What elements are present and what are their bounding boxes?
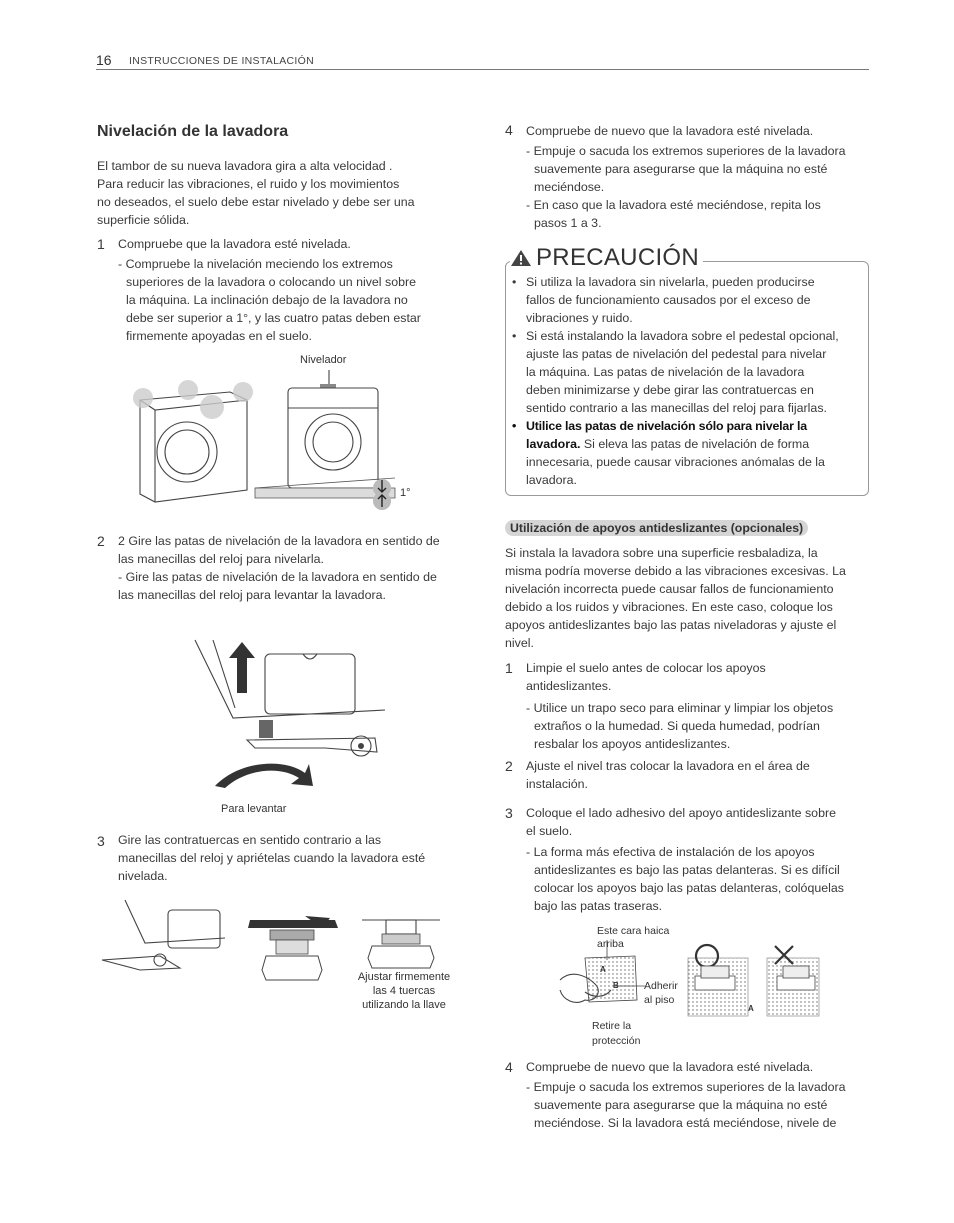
label-line: arriba — [597, 938, 624, 950]
step-number: 2 — [97, 533, 105, 549]
bullet-bold-line: Utilice las patas de nivelación sólo para nivelar la — [526, 419, 807, 433]
step3-line: Gire las contratuercas en sentido contrario a las — [118, 833, 382, 847]
antislip-pad-illustration — [555, 940, 825, 1020]
angle-label: 1° — [400, 487, 411, 499]
bullet-line: Si utiliza la lavadora sin nivelarla, pueden producirse — [526, 275, 815, 289]
bullet-dot: • — [512, 329, 517, 343]
caption-line: Ajustar firmemente — [357, 971, 451, 983]
sub-line: - La forma más efectiva de instalación de los apoyos — [526, 845, 815, 859]
step-number: 2 — [505, 758, 513, 774]
step-number: 4 — [505, 122, 513, 138]
label-a-pad: A — [600, 965, 606, 974]
bullet-line: deben minimizarse y debe girar las contratuercas en — [526, 383, 814, 397]
antislip-intro — [505, 544, 875, 652]
intro-line: nivelación incorrecta puede causar fallos de funcionamiento — [505, 582, 834, 596]
raise-leg-illustration — [195, 638, 395, 798]
raise-caption: Para levantar — [221, 803, 287, 815]
intro-line: misma podría moverse debido a las vibraciones excesivas. La — [505, 564, 846, 578]
step4-sub — [526, 142, 871, 232]
step-line: Ajuste el nivel tras colocar la lavadora en el área de — [526, 759, 810, 773]
antislip-step1 — [526, 659, 871, 753]
bullet-line: vibraciones y ruido. — [526, 311, 633, 325]
bullet-line: lavadora. — [526, 473, 577, 487]
intro-line: debido a los ruidos y vibraciones. En este caso, coloque los — [505, 600, 833, 614]
sub-line: antideslizantes es bajo las patas delanteras. Si es difícil — [534, 863, 840, 877]
caption-line: utilizando la llave — [362, 999, 446, 1011]
bullet-line: innecesaria, puede causar vibraciones anómalas de la — [526, 455, 825, 469]
bullet-line: ajuste las patas de nivelación del pedestal para nivelar — [526, 347, 827, 361]
sub-line: debe ser superior a 1°, y las cuatro patas deben estar — [126, 311, 421, 325]
bullet-line: la máquina. Las patas de nivelación de la lavadora — [526, 365, 805, 379]
caution-bullet — [512, 273, 862, 489]
antislip-step3 — [526, 804, 871, 915]
antislip-step4-text: Compruebe de nuevo que la lavadora esté nivelada. — [526, 1060, 814, 1074]
bullet-dot: • — [512, 275, 517, 289]
step-line: instalación. — [526, 777, 588, 791]
sub-line: bajo las patas traseras. — [534, 899, 663, 913]
bullet-line: fallos de funcionamiento causados por el exceso de — [526, 293, 811, 307]
step2-text — [118, 532, 468, 604]
bullet-bold-word: lavadora. — [526, 437, 581, 451]
label-line: Este cara haica — [597, 925, 670, 937]
sub-line: suavemente para asegurarse que la máquina no esté — [534, 162, 828, 176]
intro-line: Si instala la lavadora sobre una superficie resbaladiza, la — [505, 546, 818, 560]
step3-line: nivelada. — [118, 869, 168, 883]
sub-line: meciéndose. Si la lavadora está meciéndose, nivele de — [534, 1116, 837, 1130]
intro-line: nivel. — [505, 636, 534, 650]
step-number: 3 — [505, 805, 513, 821]
step-line: Coloque el lado adhesivo del apoyo antideslizante sobre — [526, 806, 836, 820]
step2-line: - Gire las patas de nivelación de la lavadora en sentido de — [118, 570, 437, 584]
label-line: Retire la — [592, 1020, 632, 1032]
step-number: 3 — [97, 833, 105, 849]
step-number: 4 — [505, 1059, 513, 1075]
bullet-line: sentido contrario a las manecillas del reloj para fijarlas. — [526, 401, 827, 415]
step-line: antideslizantes. — [526, 679, 612, 693]
step3-text — [118, 831, 463, 885]
header-section: INSTRUCCIONES DE INSTALACIÓN — [129, 55, 314, 67]
sub-line: resbalar los apoyos antideslizantes. — [534, 737, 731, 751]
intro-line: El tambor de su nueva lavadora gira a alta velocidad . — [97, 159, 393, 173]
sub-line: extraños o la humedad. Si queda humedad, podrían — [534, 719, 820, 733]
sub-line: firmemente apoyadas en el suelo. — [126, 329, 312, 343]
antislip-step2 — [526, 757, 871, 793]
sub-line: pasos 1 a 3. — [534, 216, 602, 230]
sub-line: - Empuje o sacuda los extremos superiores de la lavadora — [526, 1080, 846, 1094]
intro-line: superficie sólida. — [97, 213, 190, 227]
step1-text: Compruebe que la lavadora esté nivelada. — [118, 237, 351, 251]
antislip-step4-sub — [526, 1078, 871, 1132]
step-line: el suelo. — [526, 824, 573, 838]
locknut-caption — [340, 970, 468, 1012]
caution-header — [510, 244, 703, 272]
sub-line: la máquina. La inclinación debajo de la lavadora no — [126, 293, 408, 307]
intro-line: Para reducir las vibraciones, el ruido y los movimientos — [97, 177, 400, 191]
bullet-line: Si eleva las patas de nivelación de forma — [580, 437, 810, 451]
sub-line: superiores de la lavadora o colocando un nivel sobre — [126, 275, 416, 289]
washer-leveling-illustration — [125, 370, 425, 515]
label-line: Adherir — [644, 980, 678, 992]
step2-line: 2 Gire las patas de nivelación de la lavadora en sentido de — [118, 534, 440, 548]
label-stick-floor — [644, 979, 678, 1007]
sub-line: - Compruebe la nivelación meciendo los extremos — [118, 257, 393, 271]
sub-line: colocar los apoyos bajo las patas delanteras, colóquelas — [534, 881, 844, 895]
intro-paragraph — [97, 157, 457, 229]
bullet-line: Si está instalando la lavadora sobre el pedestal opcional, — [526, 329, 839, 343]
step-line: Limpie el suelo antes de colocar los apoyos — [526, 661, 766, 675]
section-title: Nivelación de la lavadora — [97, 123, 289, 140]
caption-line: las 4 tuercas — [372, 985, 436, 997]
antislip-heading: Utilización de apoyos antideslizantes (opcionales) — [505, 520, 808, 536]
intro-line: no deseados, el suelo debe estar nivelado y debe ser una — [97, 195, 415, 209]
label-b-pad: B — [613, 981, 619, 990]
label-line: protección — [592, 1035, 641, 1047]
sub-line: - Utilice un trapo seco para eliminar y limpiar los objetos — [526, 701, 834, 715]
step-number: 1 — [505, 660, 513, 676]
sub-line: - Empuje o sacuda los extremos superiores de la lavadora — [526, 144, 846, 158]
step4-text: Compruebe de nuevo que la lavadora esté nivelada. — [526, 124, 814, 138]
caution-title: PRECAUCIÓN — [536, 244, 700, 271]
step3-line: manecillas del reloj y apriételas cuando la lavadora esté — [118, 851, 426, 865]
label-line: al piso — [644, 994, 675, 1006]
step2-line: las manecillas del reloj para levantar la lavadora. — [118, 588, 386, 602]
sub-line: - En caso que la lavadora esté meciéndose, repita los — [526, 198, 821, 212]
header-rule — [96, 69, 869, 70]
intro-line: apoyos antideslizantes bajo las patas niveladoras y ajuste el — [505, 618, 837, 632]
leveler-label: Nivelador — [300, 354, 347, 366]
step2-line: las manecillas del reloj para nivelarla. — [118, 552, 324, 566]
bullet-dot: • — [512, 419, 517, 433]
step-number: 1 — [97, 236, 105, 252]
sub-line: meciéndose. — [534, 180, 605, 194]
step1-sub — [118, 255, 463, 345]
warning-icon — [510, 249, 532, 267]
label-remove-protection — [592, 1019, 640, 1049]
label-a-floor: A — [748, 1004, 754, 1013]
page-number: 16 — [96, 52, 112, 68]
sub-line: suavemente para asegurarse que la máquina no esté — [534, 1098, 828, 1112]
